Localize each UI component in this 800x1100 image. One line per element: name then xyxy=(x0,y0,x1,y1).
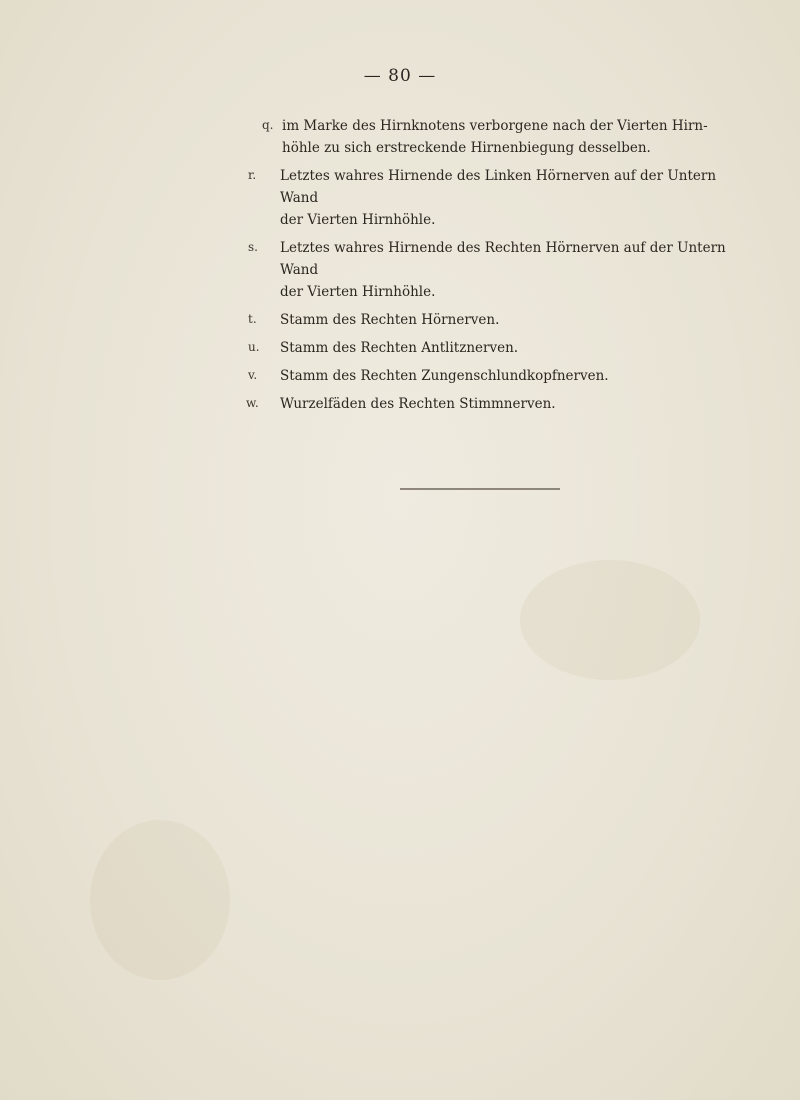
legend-entry-v xyxy=(0,365,800,387)
entry-text xyxy=(280,237,740,303)
divider-rule xyxy=(400,488,560,490)
legend-entry-t xyxy=(0,309,800,331)
entry-letter: s. xyxy=(248,240,258,254)
page-number: — 80 — xyxy=(363,66,437,86)
paper-stain xyxy=(90,820,230,980)
entry-line: Wurzelfäden des Rechten Stimmnerven. xyxy=(280,396,556,412)
entry-letter: r. xyxy=(248,168,257,182)
entry-line: der Vierten Hirnhöhle. xyxy=(280,284,436,300)
entry-text xyxy=(280,165,740,231)
entry-line: der Vierten Hirnhöhle. xyxy=(280,212,436,228)
entry-letter: t. xyxy=(248,312,257,326)
entry-line: Stamm des Rechten Antlitznerven. xyxy=(280,340,519,356)
entry-line: Stamm des Rechten Zungenschlundkopfnerven. xyxy=(280,368,609,384)
entry-text xyxy=(282,115,740,159)
legend-entry-r xyxy=(0,165,800,231)
entry-line: höhle zu sich erstreckende Hirnenbiegung desselben. xyxy=(282,140,651,156)
legend-entry-u xyxy=(0,337,800,359)
legend-entry-q xyxy=(0,115,800,159)
entry-line: Letztes wahres Hirnende des Linken Hörnerven auf der Untern Wand xyxy=(280,168,717,206)
legend-entry-s xyxy=(0,237,800,303)
entry-line: Stamm des Rechten Hörnerven. xyxy=(280,312,500,328)
entry-line: im Marke des Hirnknotens verborgene nach der Vierten Hirn- xyxy=(282,118,708,134)
entry-letter: v. xyxy=(248,368,258,382)
entry-text xyxy=(280,337,740,359)
legend-list xyxy=(0,115,800,421)
entry-letter: u. xyxy=(248,340,260,354)
entry-text xyxy=(280,365,740,387)
legend-entry-w xyxy=(0,393,800,415)
entry-letter: w. xyxy=(246,396,259,410)
entry-letter: q. xyxy=(262,118,274,132)
entry-text xyxy=(280,309,740,331)
entry-line: Letztes wahres Hirnende des Rechten Hörnerven auf der Untern Wand xyxy=(280,240,726,278)
entry-text xyxy=(280,393,740,415)
paper-stain xyxy=(520,560,700,680)
